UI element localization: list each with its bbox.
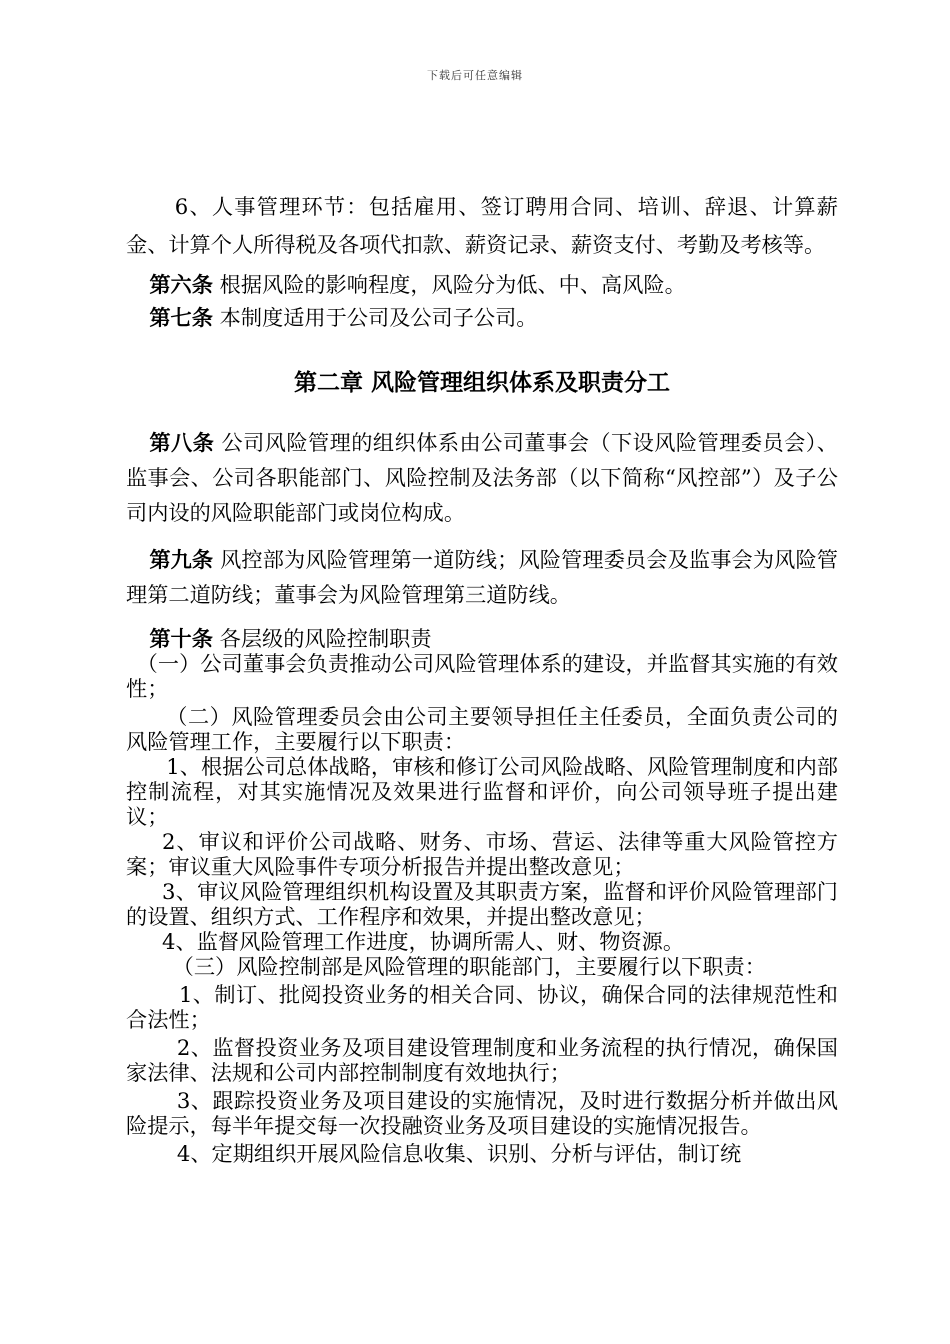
section-3-item-1: 1、制订、批阅投资业务的相关合同、协议，确保合同的法律规范性和合法性； bbox=[126, 982, 838, 1032]
article-10 bbox=[126, 626, 838, 651]
section-2-item-2: 2、审议和评价公司战略、财务、市场、营运、法律等重大风险管控方案；审议重大风险事件专项分析报告并提出整改意见； bbox=[126, 829, 838, 879]
section-3-item-2: 2、监督投资业务及项目建设管理制度和业务流程的执行情况，确保国家法律、法规和公司内部控制制度有效地执行； bbox=[126, 1035, 838, 1085]
article-9-label: 第九条 bbox=[149, 547, 214, 572]
article-7-text: 本制度适用于公司及公司子公司。 bbox=[212, 305, 538, 330]
section-2-item-4: 4、监督风险管理工作进度，协调所需人、财、物资源。 bbox=[162, 929, 685, 954]
article-10-text: 各层级的风险控制职责 bbox=[212, 626, 432, 651]
article-7-label: 第七条 bbox=[149, 305, 213, 330]
article-9 bbox=[126, 542, 838, 612]
article-6-text: 根据风险的影响程度，风险分为低、中、高风险。 bbox=[212, 272, 686, 297]
article-6 bbox=[126, 268, 838, 301]
chapter-2-title: 第二章 风险管理组织体系及职责分工 bbox=[293, 369, 670, 396]
section-1: （一）公司董事会负责推动公司风险管理体系的建设，并监督其实施的有效性； bbox=[126, 651, 838, 701]
article-9-text: 风控部为风险管理第一道防线；风险管理委员会及监事会为风险管理第二道防线；董事会为风险管理第三道防线。 bbox=[126, 547, 838, 607]
page-header: 下载后可任意编辑 bbox=[427, 69, 523, 82]
section-3-item-3: 3、跟踪投资业务及项目建设的实施情况，及时进行数据分析并做出风险提示，每半年提交每一次投融资业务及项目建设的实施情况报告。 bbox=[126, 1088, 838, 1138]
article-7 bbox=[126, 301, 838, 334]
article-8 bbox=[126, 425, 838, 530]
paragraph-item-6: 6、人事管理环节：包括雇用、签订聘用合同、培训、辞退、计算薪金、计算个人所得税及各项代扣款、薪资记录、薪资支付、考勤及考核等。 bbox=[126, 194, 838, 257]
article-8-label: 第八条 bbox=[149, 430, 215, 455]
section-2: （二）风险管理委员会由公司主要领导担任主任委员，全面负责公司的风险管理工作，主要履行以下职责： bbox=[126, 704, 838, 754]
section-2-item-1: 1、根据公司总体战略，审核和修订公司风险战略、风险管理制度和内部控制流程，对其实施情况及效果进行监督和评价，向公司领导班子提出建议； bbox=[126, 754, 838, 829]
article-8-text: 公司风险管理的组织体系由公司董事会（下设风险管理委员会）、监事会、公司各职能部门、风险控制及法务部（以下简称“风控部”）及子公司内设的风险职能部门或岗位构成。 bbox=[126, 430, 838, 525]
article-6-label: 第六条 bbox=[149, 272, 213, 297]
section-3-item-4: 4、定期组织开展风险信息收集、识别、分析与评估，制订统 bbox=[176, 1141, 742, 1166]
section-3: （三）风险控制部是风险管理的职能部门，主要履行以下职责： bbox=[172, 954, 766, 979]
article-10-label: 第十条 bbox=[149, 626, 213, 651]
document-body bbox=[126, 188, 838, 1166]
section-2-item-3: 3、审议风险管理组织机构设置及其职责方案，监督和评价风险管理部门的设置、组织方式、工作程序和效果，并提出整改意见； bbox=[126, 879, 838, 929]
